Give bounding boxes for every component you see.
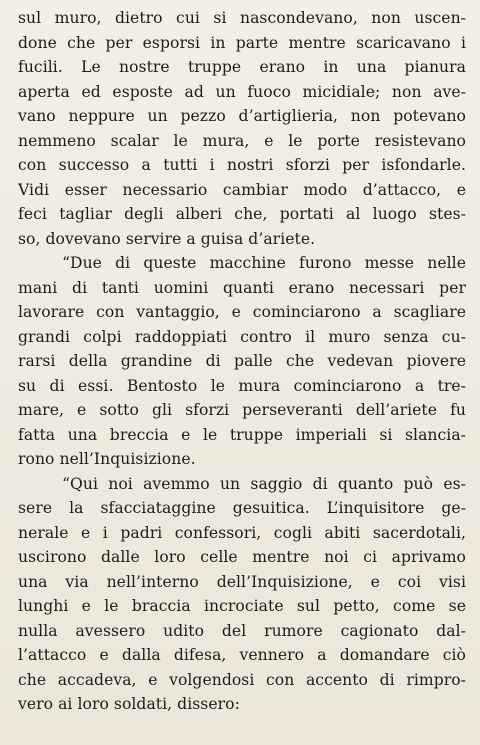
text-line: vero ai loro soldati, dissero: <box>18 695 240 713</box>
text-line: “Due di queste macchine furono messe nelle <box>62 254 466 272</box>
text-line: Vidi esser necessario cambiar modo d’attacco, e <box>18 180 466 199</box>
text-line: mare, e sotto gli sforzi perseveranti dell’ariete fu <box>18 401 466 419</box>
text-line: grandi colpi raddoppiati contro il muro senza cu- <box>18 327 466 346</box>
text-line: fatta una breccia e le truppe imperiali si slancia- <box>18 425 466 444</box>
text-line: aperta ed esposte ad un fuoco micidiale; non ave- <box>18 82 466 101</box>
text-line: con successo a tutti i nostri sforzi per isfondarle. <box>18 156 466 174</box>
text-line: nerale e i padri confessori, cogli abiti sacerdotali, <box>18 523 466 542</box>
text-line: rarsi della grandine di palle che vedevan piovere <box>18 352 466 370</box>
text-line: vano neppure un pezzo d’artiglieria, non potevano <box>18 107 466 125</box>
text-line: mani di tanti uomini quanti erano necessari per <box>18 278 466 297</box>
text-line: nemmeno scalar le mura, e le porte resistevano <box>18 131 466 150</box>
text-line: sere la sfacciataggine gesuitica. L’inquisitore ge- <box>18 499 466 517</box>
text-line: feci tagliar degli alberi che, portati al luogo stes- <box>18 205 466 223</box>
text-line: nulla avessero udito del rumore cagionato dal- <box>18 621 466 640</box>
text-line: fucili. Le nostre truppe erano in una pianura <box>18 58 466 76</box>
text-line: che accadeva, e volgendosi con accento di rimpro- <box>18 670 466 689</box>
text-line: so, dovevano servire a guisa d’ariete. <box>18 229 316 248</box>
text-line: uscirono dalle loro celle mentre noi ci aprivamo <box>18 548 466 566</box>
paragraph-1 <box>18 6 466 251</box>
text-line: l’attacco e dalla difesa, vennero a domandare ciò <box>18 646 466 664</box>
text-line: su di essi. Bentosto le mura cominciarono a tre- <box>18 376 466 395</box>
text-line: sul muro, dietro cui si nascondevano, non uscen- <box>18 9 466 27</box>
text-line: “Qui noi avemmo un saggio di quanto può es- <box>62 474 466 493</box>
text-line: rono nell’Inquisizione. <box>18 450 196 468</box>
text-line: done che per esporsi in parte mentre scaricavano i <box>18 33 466 52</box>
paragraph-3 <box>18 472 466 717</box>
text-line: una via nell’interno dell’Inquisizione, e coi visi <box>18 572 466 591</box>
page-text <box>18 6 466 717</box>
paragraph-2 <box>18 251 466 472</box>
text-line: lavorare con vantaggio, e cominciarono a scagliare <box>18 303 466 321</box>
text-line: lunghi e le braccia incrociate sul petto, come se <box>18 597 466 615</box>
